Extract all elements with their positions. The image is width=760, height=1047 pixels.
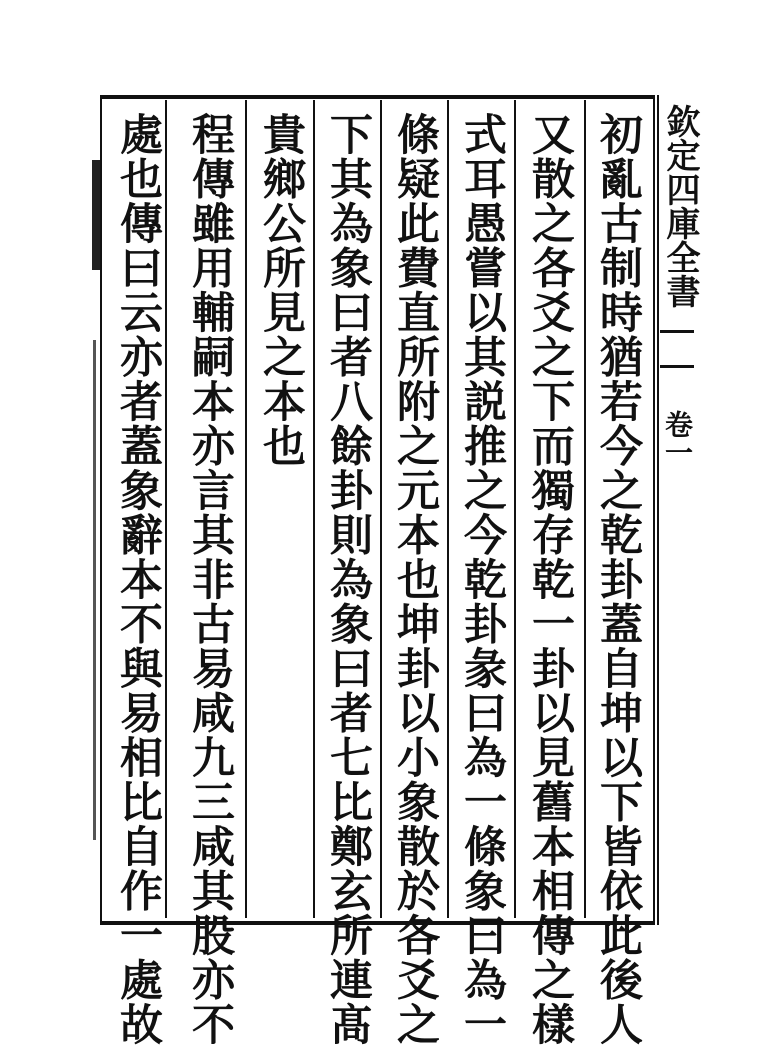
column-divider: [447, 100, 449, 918]
volume-label: 卷一: [661, 410, 694, 466]
book-title: 欽定四庫全書: [660, 104, 700, 308]
text-column-2: 又散之各爻之下而獨存乾一卦以見舊本相傳之樣: [525, 112, 575, 1047]
column-divider: [313, 100, 315, 918]
margin-fish-tail: [660, 330, 694, 368]
text-column-7: 程傳雖用輔嗣本亦言其非古易咸九三咸其股亦不: [185, 112, 235, 1047]
text-column-8: 處也傳曰云亦者蓋象辭本不與易相比自作一處故: [113, 112, 163, 1047]
text-column-4: 條疑此費直所附之元本也坤卦以小象散於各爻之: [390, 112, 440, 1047]
binding-mark: [93, 340, 96, 840]
binding-bar: [92, 160, 100, 270]
column-divider: [380, 100, 382, 918]
column-divider: [514, 100, 516, 918]
text-column-5: 下其為象曰者八餘卦則為象曰者七比鄭玄所連髙: [323, 112, 373, 1047]
text-column-3: 式耳愚嘗以其説推之今乾卦彖曰為一條象曰為一: [457, 112, 507, 1047]
column-divider: [584, 100, 586, 918]
column-divider: [245, 100, 247, 918]
text-column-6: 貴鄉公所見之本也: [256, 112, 306, 468]
text-column-1: 初亂古制時猶若今之乾卦蓋自坤以下皆依此後人: [593, 112, 643, 1047]
